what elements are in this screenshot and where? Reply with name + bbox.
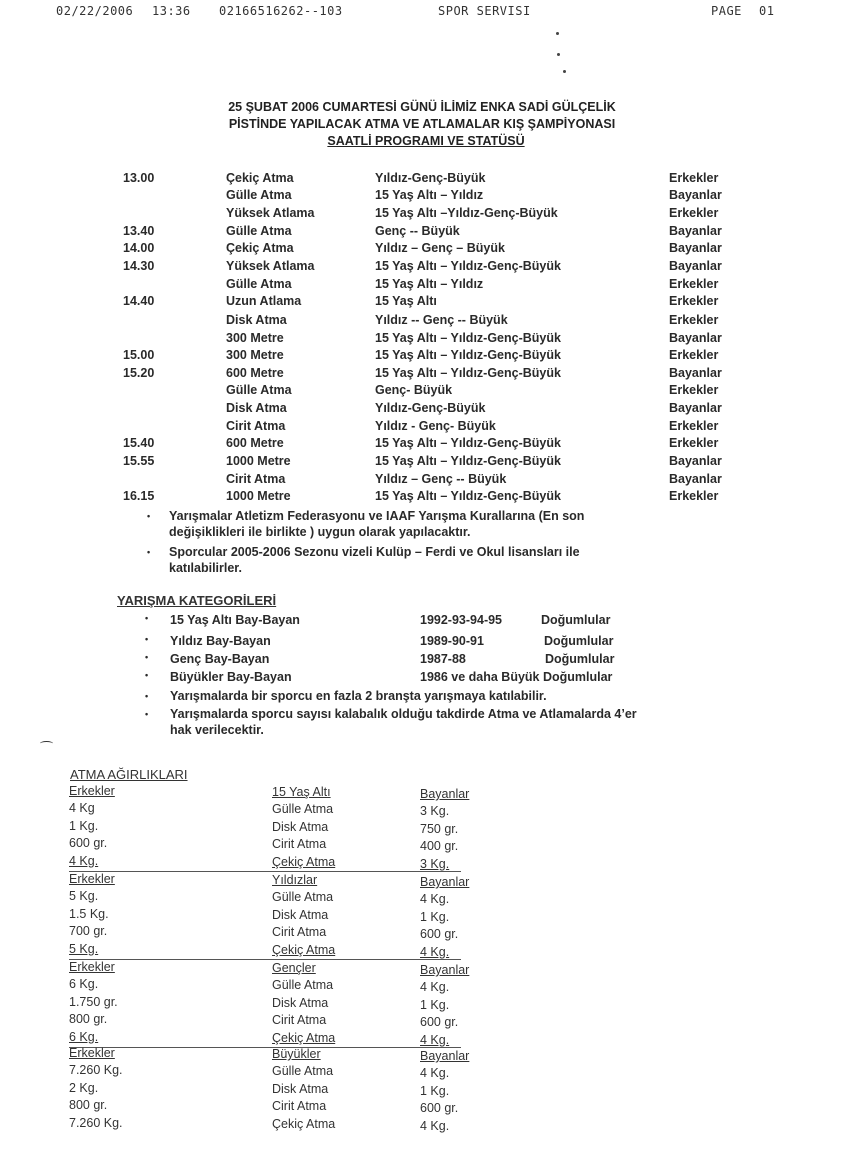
men-header: Erkekler [69, 872, 115, 886]
category-cell: Yıldız – Genç – Büyük [375, 241, 505, 255]
bullet-icon: • [147, 511, 151, 521]
women-weight: 4 Kg. [420, 892, 450, 906]
weights-heading: ATMA AĞIRLIKLARI [70, 767, 188, 782]
schedule-row [0, 383, 844, 401]
fax-page-label: PAGE [711, 4, 742, 18]
event-cell: Yüksek Atlama [226, 259, 315, 273]
fax-time: 13:36 [152, 4, 191, 18]
event-cell: Uzun Atlama [226, 294, 302, 308]
gender-cell: Bayanlar [669, 401, 722, 415]
women-header: Bayanlar [420, 963, 470, 977]
gender-cell: Erkekler [669, 313, 719, 327]
event-name: Cirit Atma [272, 1099, 327, 1113]
category-item [0, 634, 844, 651]
women-weight: 600 gr. [420, 927, 459, 941]
rule-line: Yarışmalarda sporcu sayısı kalabalık olduğu takdirde Atma ve Atlamalarda 4’er [170, 707, 637, 721]
event-cell: Cirit Atma [226, 472, 286, 486]
women-header: Bayanlar [420, 787, 470, 801]
rule-line: Yarışmalarda bir sporcu en fazla 2 branşta yarışmaya katılabilir. [170, 689, 547, 703]
category-years: 1987-88 [420, 652, 466, 666]
category-cell: Yıldız-Genç-Büyük [375, 401, 486, 415]
category-item [0, 652, 844, 669]
bullet-icon: • [145, 634, 149, 644]
event-cell: Gülle Atma [226, 188, 292, 202]
event-cell: Yüksek Atlama [226, 206, 315, 220]
category-cell: 15 Yaş Altı – Yıldız-Genç-Büyük [375, 259, 561, 273]
schedule-row [0, 436, 844, 454]
event-cell: 300 Metre [226, 348, 284, 362]
time-cell: 14.30 [123, 259, 155, 273]
event-name: Gülle Atma [272, 802, 334, 816]
event-name: Disk Atma [272, 819, 329, 834]
category-cell: 15 Yaş Altı – Yıldız-Genç-Büyük [375, 331, 561, 345]
event-cell: 1000 Metre [226, 489, 291, 503]
bullet-icon: • [145, 709, 149, 719]
event-name: Çekiç Atma [272, 1116, 336, 1131]
category-cell: 15 Yaş Altı – Yıldız-Genç-Büyük [375, 454, 561, 468]
category-cell: 15 Yaş Altı –Yıldız-Genç-Büyük [375, 206, 558, 220]
men-header: Erkekler [69, 1046, 115, 1060]
women-weight: 4 Kg. [420, 980, 450, 994]
women-weight: 4 Kg. [420, 1066, 450, 1080]
event-name: Çekiç Atma [272, 854, 336, 869]
event-name: Disk Atma [272, 995, 329, 1010]
women-header: Bayanlar [420, 1049, 470, 1063]
rule-line: hak verilecektir. [170, 723, 264, 737]
women-weight: 400 gr. [420, 839, 459, 853]
gender-cell: Erkekler [669, 171, 719, 185]
event-cell: Disk Atma [226, 401, 287, 415]
men-weight: 6 Kg. [69, 1029, 99, 1044]
men-weight: 6 Kg. [69, 977, 99, 991]
gender-cell: Bayanlar [669, 224, 722, 238]
category-cell: Yıldız – Genç -- Büyük [375, 472, 507, 486]
note-line: Yarışmalar Atletizm Federasyonu ve IAAF Yarışma Kurallarına (En son [169, 509, 585, 523]
men-weight: 4 Kg [69, 801, 95, 815]
scan-speck [557, 53, 560, 56]
event-cell: Çekiç Atma [226, 241, 294, 255]
gender-cell: Erkekler [669, 277, 719, 291]
men-weight: 5 Kg. [69, 941, 99, 956]
women-weight: 1 Kg. [420, 997, 450, 1012]
women-weight: 600 gr. [420, 1015, 459, 1029]
women-header: Bayanlar [420, 875, 470, 889]
gender-cell: Erkekler [669, 436, 719, 450]
event-cell: Disk Atma [226, 313, 287, 327]
category-name: Genç Bay-Bayan [170, 652, 270, 666]
schedule-row [0, 313, 844, 331]
event-name: Gülle Atma [272, 890, 334, 904]
schedule-row [0, 489, 844, 507]
schedule-row [0, 454, 844, 472]
event-cell: 1000 Metre [226, 454, 291, 468]
men-weight: 1.750 gr. [69, 994, 118, 1009]
gender-cell: Bayanlar [669, 366, 722, 380]
gender-cell: Erkekler [669, 419, 719, 433]
note-line: Sporcular 2005-2006 Sezonu vizeli Kulüp – Ferdi ve Okul lisansları ile [169, 545, 580, 559]
gender-cell: Bayanlar [669, 241, 722, 255]
event-cell: Gülle Atma [226, 224, 292, 238]
event-name: Çekiç Atma [272, 1030, 336, 1045]
gender-cell: Erkekler [669, 383, 719, 397]
group-header: Büyükler [272, 1047, 321, 1061]
group-divider [69, 1047, 461, 1048]
men-header: Erkekler [69, 960, 115, 974]
category-name: Yıldız Bay-Bayan [170, 634, 271, 648]
category-cell: 15 Yaş Altı – Yıldız [375, 188, 484, 202]
event-name: Disk Atma [272, 907, 329, 922]
category-cell: 15 Yaş Altı – Yıldız-Genç-Büyük [375, 348, 561, 362]
note-line: değişiklikleri ile birlikte ) uygun olarak yapılacaktır. [169, 525, 471, 539]
schedule-row [0, 188, 844, 206]
gender-cell: Bayanlar [669, 259, 722, 273]
time-cell: 13.00 [123, 171, 155, 185]
gender-cell: Erkekler [669, 206, 719, 220]
category-cell: Yıldız-Genç-Büyük [375, 171, 486, 185]
note-line: katılabilirler. [169, 561, 242, 575]
scan-speck [556, 32, 559, 35]
gender-cell: Bayanlar [669, 472, 722, 486]
category-item [0, 670, 844, 687]
title-line-3: SAATLİ PROGRAMI VE STATÜSÜ [327, 134, 525, 148]
category-name: Büyükler Bay-Bayan [170, 670, 292, 684]
bullet-icon: • [145, 670, 149, 680]
category-cell: Yıldız - Genç- Büyük [375, 419, 496, 433]
women-weight: 1 Kg. [420, 1083, 450, 1098]
schedule-row [0, 472, 844, 490]
category-years: 1989-90-91 [420, 634, 484, 648]
group-divider [69, 871, 461, 872]
category-cell: 15 Yaş Altı – Yıldız-Genç-Büyük [375, 489, 561, 503]
group-header: Gençler [272, 961, 316, 975]
men-weight: 4 Kg. [69, 853, 99, 868]
bullet-icon: • [145, 691, 149, 701]
gender-cell: Bayanlar [669, 331, 722, 345]
schedule-row [0, 331, 844, 349]
event-cell: Gülle Atma [226, 277, 292, 291]
time-cell: 13.40 [123, 224, 155, 238]
gender-cell: Erkekler [669, 489, 719, 503]
schedule-row [0, 348, 844, 366]
men-weight: 800 gr. [69, 1012, 108, 1026]
fax-sender: SPOR SERVISI [438, 4, 531, 18]
event-cell: 600 Metre [226, 436, 284, 450]
women-weight: 4 Kg. [420, 1118, 450, 1133]
schedule-row [0, 401, 844, 419]
category-cell: 15 Yaş Altı – Yıldız [375, 277, 484, 291]
category-suffix: Doğumlular [545, 652, 615, 666]
men-header: Erkekler [69, 784, 115, 798]
gender-cell: Erkekler [669, 348, 719, 362]
men-weight: 1 Kg. [69, 818, 99, 833]
category-years: 1992-93-94-95 [420, 613, 503, 627]
event-cell: 600 Metre [226, 366, 284, 380]
event-name: Disk Atma [272, 1081, 329, 1096]
women-weight: 4 Kg. [420, 944, 450, 959]
event-name: Cirit Atma [272, 1013, 327, 1027]
event-name: Çekiç Atma [272, 942, 336, 957]
men-weight: 7.260 Kg. [69, 1063, 123, 1077]
gender-cell: Bayanlar [669, 188, 722, 202]
schedule-row [0, 259, 844, 277]
time-cell: 16.15 [123, 489, 155, 503]
category-cell: Genç- Büyük [375, 383, 453, 397]
bullet-icon: • [145, 613, 149, 623]
schedule-row [0, 277, 844, 295]
scan-speck [563, 70, 566, 73]
women-weight: 1 Kg. [420, 909, 450, 924]
category-cell: 15 Yaş Altı – Yıldız-Genç-Büyük [375, 436, 561, 450]
categories-heading: YARIŞMA KATEGORİLERİ [117, 593, 277, 608]
time-cell: 15.20 [123, 366, 155, 380]
gender-cell: Erkekler [669, 294, 719, 308]
men-weight: 1.5 Kg. [69, 906, 109, 921]
event-cell: Çekiç Atma [226, 171, 294, 185]
category-item [0, 613, 844, 630]
event-name: Gülle Atma [272, 1064, 334, 1078]
category-cell: Genç -- Büyük [375, 224, 460, 238]
time-cell: 15.40 [123, 436, 155, 450]
fax-number: 02166516262--103 [219, 4, 343, 18]
men-weight: 5 Kg. [69, 889, 99, 903]
fax-date: 02/22/2006 [56, 4, 134, 18]
group-header: 15 Yaş Altı [272, 785, 331, 799]
men-weight: 7.260 Kg. [69, 1115, 123, 1130]
category-cell: 15 Yaş Altı – Yıldız-Genç-Büyük [375, 366, 561, 380]
schedule-row [0, 366, 844, 384]
bullet-icon: • [145, 652, 149, 662]
schedule-row [0, 419, 844, 437]
women-weight: 3 Kg. [420, 856, 450, 871]
category-cell: 15 Yaş Altı [375, 294, 437, 308]
schedule-row [0, 241, 844, 259]
women-weight: 3 Kg. [420, 804, 450, 818]
event-name: Cirit Atma [272, 925, 327, 939]
fax-page-number: 01 [759, 4, 775, 18]
schedule-row [0, 206, 844, 224]
schedule-row [0, 224, 844, 242]
event-cell: Gülle Atma [226, 383, 292, 397]
men-weight: 2 Kg. [69, 1080, 99, 1095]
men-weight: 700 gr. [69, 924, 108, 938]
category-name: 15 Yaş Altı Bay-Bayan [170, 613, 300, 627]
women-weight: 600 gr. [420, 1101, 459, 1115]
group-divider [69, 959, 461, 960]
category-suffix: Doğumlular [544, 634, 614, 648]
event-cell: Cirit Atma [226, 419, 286, 433]
gender-cell: Bayanlar [669, 454, 722, 468]
category-years: 1986 ve daha Büyük Doğumlular [420, 670, 613, 684]
event-name: Gülle Atma [272, 978, 334, 992]
men-weight: 800 gr. [69, 1098, 108, 1112]
time-cell: 15.55 [123, 454, 155, 468]
event-name: Cirit Atma [272, 837, 327, 851]
time-cell: 15.00 [123, 348, 155, 362]
time-cell: 14.40 [123, 294, 155, 308]
bullet-icon: • [147, 547, 151, 557]
category-cell: Yıldız -- Genç -- Büyük [375, 313, 508, 327]
group-header: Yıldızlar [272, 873, 318, 887]
women-weight: 750 gr. [420, 821, 459, 836]
event-cell: 300 Metre [226, 331, 284, 345]
men-weight: 600 gr. [69, 836, 108, 850]
schedule-row [0, 294, 844, 312]
women-weight: 4 Kg. [420, 1032, 450, 1047]
scan-mark [40, 741, 53, 746]
category-suffix: Doğumlular [541, 613, 611, 627]
schedule-row [0, 171, 844, 189]
title-line-1: 25 ŞUBAT 2006 CUMARTESİ GÜNÜ İLİMİZ ENKA SADİ GÜLÇELİK [228, 100, 616, 114]
title-line-2: PİSTİNDE YAPILACAK ATMA VE ATLAMALAR KIŞ ŞAMPİYONASI [228, 117, 616, 131]
time-cell: 14.00 [123, 241, 155, 255]
